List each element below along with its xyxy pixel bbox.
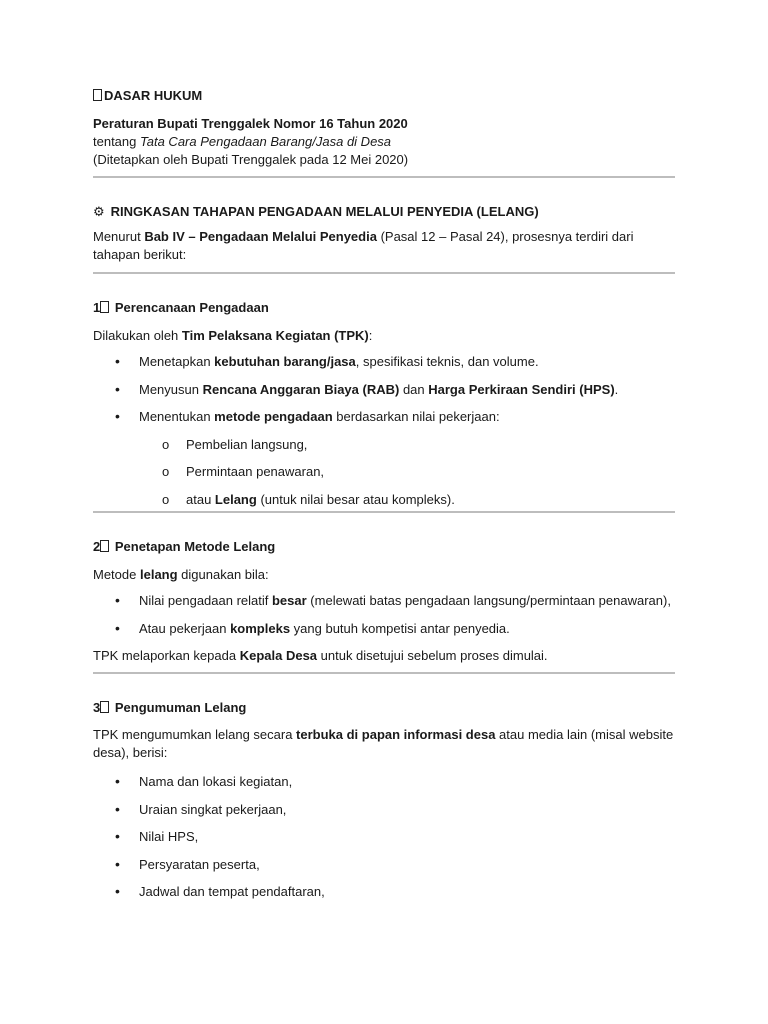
- regulation-title: Peraturan Bupati Trenggalek Nomor 16 Tahun 2020: [93, 116, 408, 131]
- section-ringkasan-heading: ⚙ RINGKASAN TAHAPAN PENGADAAN MELALUI PENYEDIA (LELANG): [93, 204, 539, 219]
- sublist-item: o Permintaan penawaran,: [93, 462, 675, 490]
- placeholder-box-icon: [100, 301, 109, 313]
- section-1-intro: Dilakukan oleh Tim Pelaksana Kegiatan (TPK):: [93, 328, 373, 343]
- section-2-list: [93, 591, 675, 646]
- divider: [93, 272, 675, 274]
- list-item: • Menetapkan kebutuhan barang/jasa, spesifikasi teknis, dan volume.: [93, 352, 675, 380]
- section-1-heading: 1 Perencanaan Pengadaan: [93, 300, 269, 315]
- list-item: • Nilai HPS,: [93, 827, 675, 855]
- placeholder-box-icon: [100, 540, 109, 552]
- regulation-enacted: (Ditetapkan oleh Bupati Trenggalek pada 12 Mei 2020): [93, 152, 409, 167]
- regulation-subject: tentang Tata Cara Pengadaan Barang/Jasa di Desa: [93, 134, 392, 149]
- section-3-intro: TPK mengumumkan lelang secara terbuka di papan informasi desa atau media lain (misal website desa), berisi:: [93, 727, 674, 760]
- list-item: • Jadwal dan tempat pendaftaran,: [93, 882, 675, 910]
- document-page: [93, 86, 675, 910]
- list-item: • Nama dan lokasi kegiatan,: [93, 772, 675, 800]
- list-item: • Persyaratan peserta,: [93, 855, 675, 883]
- list-item: • Nilai pengadaan relatif besar (melewati batas pengadaan langsung/permintaan penawaran),: [93, 591, 675, 619]
- heading-text: DASAR HUKUM: [104, 88, 203, 103]
- section-2-heading: 2 Penetapan Metode Lelang: [93, 539, 276, 554]
- placeholder-box-icon: [100, 701, 109, 713]
- ringkasan-paragraph: Menurut Bab IV – Pengadaan Melalui Penyedia (Pasal 12 – Pasal 24), prosesnya terdiri dari tahapan berikut:: [93, 229, 634, 262]
- section-2-intro: Metode lelang digunakan bila:: [93, 567, 269, 582]
- section-2-outro: TPK melaporkan kepada Kepala Desa untuk disetujui sebelum proses dimulai.: [93, 648, 548, 663]
- section-1-list: [93, 352, 675, 435]
- list-item: • Menyusun Rencana Anggaran Biaya (RAB) dan Harga Perkiraan Sendiri (HPS).: [93, 380, 675, 408]
- list-item: • Uraian singkat pekerjaan,: [93, 800, 675, 828]
- sublist-item: o Pembelian langsung,: [93, 435, 675, 463]
- list-item: • Menentukan metode pengadaan berdasarkan nilai pekerjaan:: [93, 407, 675, 435]
- sublist-item: o atau Lelang (untuk nilai besar atau kompleks).: [93, 490, 675, 518]
- section-3-list: [93, 772, 675, 910]
- section-dasar-hukum-heading: [93, 86, 675, 114]
- section-1-sublist: [93, 435, 675, 518]
- gear-icon: ⚙: [93, 204, 105, 219]
- divider: [93, 176, 675, 178]
- list-item: • Atau pekerjaan kompleks yang butuh kompetisi antar penyedia.: [93, 619, 675, 647]
- divider: [93, 672, 675, 674]
- section-3-heading: 3 Pengumuman Lelang: [93, 700, 247, 715]
- placeholder-box-icon: [93, 89, 102, 101]
